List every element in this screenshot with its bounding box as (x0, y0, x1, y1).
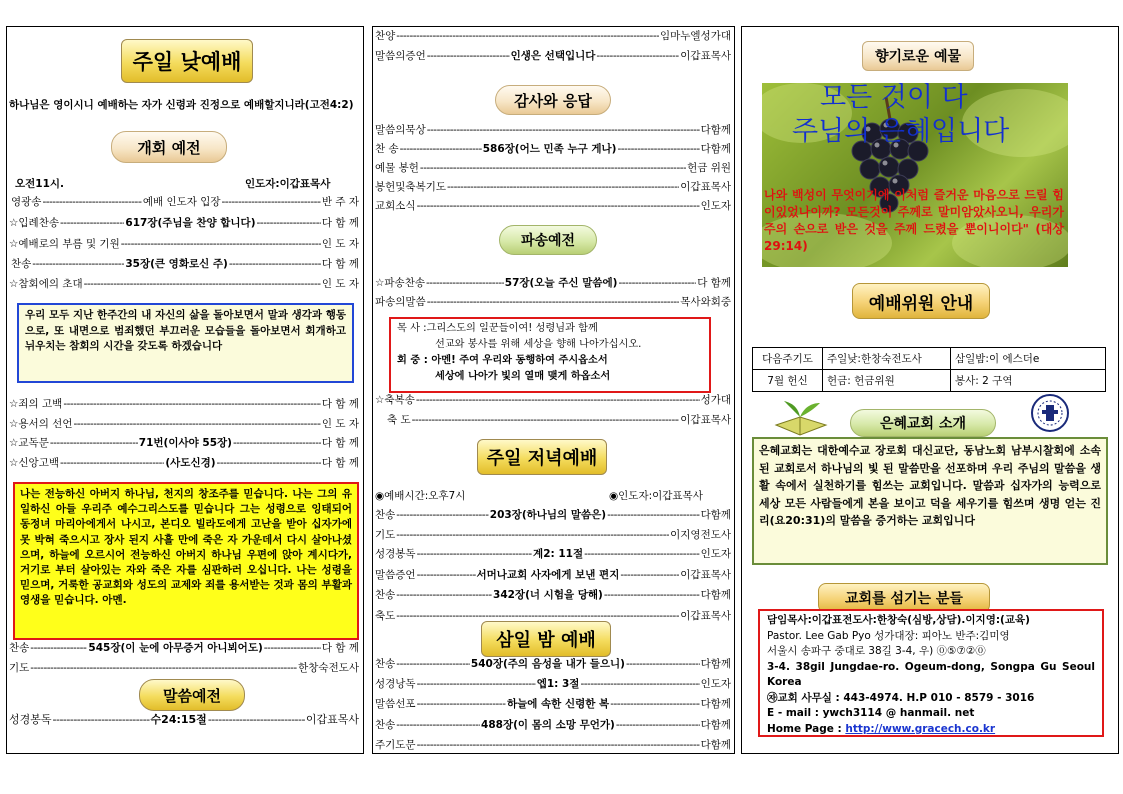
homepage-link[interactable]: http://www.gracech.co.kr (845, 722, 996, 735)
order-row: 찬 송 ----- 586장(어느 민족 누구 게나) ----- 다함께 (375, 142, 731, 156)
committee-cell: 다음주기도 (753, 348, 823, 370)
order-row: ☆축복송 ----- 성가대 (375, 393, 731, 407)
order-row: 봉헌및축복기도 ----- 이갑표목사 (375, 180, 731, 194)
committee-cell: 7월 헌신 (753, 370, 823, 392)
staff-section-title: 교회를 섬기는 분들 (818, 583, 990, 613)
order-row: ☆신앙고백 ----- (사도신경) ----- 다 함 께 (9, 456, 359, 470)
order-row: 축도 ----- 이갑표목사 (375, 609, 731, 623)
order-row: ☆입례찬송 ----- 617장(주님을 찬양 합니다) ----- 다 함 께 (9, 216, 359, 230)
order-row: 축 도 ----- 이갑표목사 (387, 413, 731, 427)
left-panel (6, 26, 364, 754)
banner-verse: 나와 백성이 무엇이기에 이처럼 즐거운 마음으로 드릴 힘이있었나이까? 모든것이 주께로 말미암았사오니, 우리가 주의 손으로 받은 것을 주께 드렸을 뿐이니이다" (대상29:14) (764, 188, 1064, 253)
offering-section-title: 향기로운 예물 (862, 41, 974, 71)
address-line: 서울시 송파구 중대로 38길 3-4, 우) ⓪⑤⑦②⓪ (767, 645, 986, 657)
order-row: 영광송 ----- 예배 인도자 입장 ----- 반 주 자 (11, 195, 359, 209)
confession-box: 우리 모두 지난 한주간의 내 자신의 삶을 돌아보면서 말과 생각과 행동으로, 또 내면으로 범죄했던 부끄러운 모습들을 돌아보면서 회개하고 뉘우치는 참회의 시간을 갖도록 하겠습니다 (17, 303, 354, 383)
wednesday-service-title: 삼일 밤 예배 (481, 621, 611, 657)
evening-service-title: 주일 저녁예배 (477, 439, 607, 475)
order-row: 찬송 ----- 540장(주의 음성을 내가 들으니) ----- 다함께 (375, 657, 731, 671)
email-line: E - mail : ywch3114 @ hanmail. net (767, 707, 975, 719)
committee-row (753, 348, 1106, 370)
order-row: 주기도문 ----- 다함께 (375, 738, 731, 752)
address-line: 3-4. 38gil Jungdae-ro. Ogeum-dong, Songpa Gu Seoul Korea (767, 660, 1095, 688)
dispatch-section-title: 파송예전 (499, 225, 597, 255)
banner-headline-2: 주님의 은혜입니다 (792, 116, 1010, 147)
evening-time: ◉예배시간:오후7시 (375, 490, 466, 502)
worship-verse: 하나님은 영이시니 예배하는 자가 신령과 진정으로 예배할지니라(고전4:2) (9, 99, 354, 111)
committee-cell: 봉사: 2 구역 (951, 370, 1106, 392)
service-time: 오전11시. (15, 178, 65, 190)
order-row: ☆교독문 ----- 71번(이사야 55장) ----- 다 함 께 (9, 436, 359, 450)
order-row: 찬송 ----- 488장(이 몸의 소망 무언가) ----- 다함께 (375, 718, 731, 732)
order-row: 찬송 ----- 203장(하나님의 말씀은) ----- 다함께 (375, 508, 731, 522)
thanks-section-title: 감사와 응답 (495, 85, 611, 115)
order-row: ☆파송찬송 ----- 57장(오늘 주신 말씀에) ----- 다 함께 (375, 276, 731, 290)
staff-contact-box (758, 609, 1104, 737)
committee-cell: 주일낮:한창숙전도사 (823, 348, 951, 370)
dispatch-pastor-line: 목 사 :그리스도의 일꾼들이여! 성령님과 함께 (397, 323, 598, 334)
church-intro-title: 은혜교회 소개 (850, 409, 996, 437)
dispatch-pastor-line: 선교와 봉사를 위해 세상을 향해 나아가십시오. (435, 339, 642, 350)
right-panel (741, 26, 1119, 754)
committee-table (752, 347, 1106, 392)
service-leader: 인도자:이갑표목사 (245, 178, 331, 190)
committee-cell: 삼일밤:이 에스더e (951, 348, 1106, 370)
order-row: ☆예배로의 부름 및 기원 ----- 인 도 자 (9, 237, 359, 251)
order-row: 파송의말씀 ----- 목사와회중 (375, 295, 731, 309)
committee-cell: 헌금: 헌금위원 (823, 370, 951, 392)
homepage-line (767, 722, 1095, 738)
order-row: 기도 ----- 이지영전도사 (375, 528, 731, 542)
evening-leader: ◉인도자:이갑표목사 (609, 490, 703, 502)
committee-row (753, 370, 1106, 392)
order-row: 찬송 ----- 545장(이 눈에 아무증거 아니뵈어도) ----- 다 함 께 (9, 641, 359, 655)
dispatch-congregation-line: 회 중 : 아멘! 주여 우리와 동행하여 주시옵소서 (397, 355, 608, 366)
order-row: 말씀증언 ----- 서머나교회 사자에게 보낸 편지 ----- 이갑표목사 (375, 568, 731, 582)
order-row: 찬송 ----- 35장(큰 영화로신 주) ----- 다 함 께 (11, 257, 359, 271)
homepage-label: Home Page : (767, 722, 846, 735)
committee-section-title: 예배위원 안내 (852, 283, 990, 319)
phone-line: ㉶교회 사무실 : 443-4974. H.P 010 - 8579 - 3016 (767, 691, 1035, 704)
staff-line: 담임목사:이갑표전도사:한창숙(심방,상담).이지영:(교육) (767, 614, 1030, 626)
opening-section-title: 개회 예전 (111, 131, 227, 163)
apostles-creed-box: 나는 전능하신 아버지 하나님, 천지의 창조주를 믿습니다. 나는 그의 유일하신 아들 우리주 예수그리스도를 믿습니다 그는 성령으로 잉태되어 동정녀 마리아에게서 나시고, 본디오 빌라도에게 고난을 받아 십자가에 못 박혀 죽으시고 장사 된지 사흘 만에 죽은 자 가운데서 다시 살아나셨으며, 하늘에 오르시어 전능하신 아버지 하나님 우편에 앉아 계시다가, 거기로 부터 살아있는 자와 죽은 자를 심판하러 오십니다. 나는 성령을 믿으며, 거룩한 공교회와 성도의 교제와 죄를 용서받는 것과 몸의 부활과 영생을 믿습니다. 아멘. (13, 482, 359, 640)
order-row: 말씀의증언 ----- 인생은 선택입니다 ----- 이갑표목사 (375, 49, 731, 63)
order-row: ☆죄의 고백 ----- 다 함 께 (9, 397, 359, 411)
book-plant-icon (770, 397, 834, 439)
grape-banner (762, 83, 1068, 267)
order-row: 교회소식 ----- 인도자 (375, 199, 731, 213)
dispatch-congregation-line: 세상에 나아가 빛의 열매 맺게 하옵소서 (435, 371, 611, 382)
staff-line: Pastor. Lee Gab Pyo 성가대장: 피아노 반주:김미영 (767, 629, 1010, 642)
banner-headline-1: 모든 것이 다 (820, 83, 968, 113)
order-row: 성경낭독 ----- 엡1: 3절 ----- 인도자 (375, 677, 731, 691)
dispatch-words-box (389, 317, 711, 393)
middle-panel (372, 26, 735, 754)
order-row: 기도 ----- 한창숙전도사 (9, 661, 359, 675)
order-row: 예물 봉헌 ----- 헌금 위원 (375, 161, 731, 175)
order-row: 찬양 ----- 임마누엘성가대 (375, 29, 731, 43)
church-seal-icon (1030, 393, 1070, 433)
order-row: 찬송 ----- 342장(너 시험을 당해) ----- 다함께 (375, 588, 731, 602)
sunday-service-title: 주일 낮예배 (121, 39, 253, 83)
order-row: ☆참회에의 초대 ----- 인 도 자 (9, 277, 359, 291)
church-intro-box: 은혜교회는 대한예수교 장로회 대신교단, 동남노회 남부시찰회에 소속된 교회로서 하나님의 빛 된 말씀만을 선포하며 우리 주님의 말씀을 생활 속에서 실천하기를 힘쓰는 교회입니다. 말씀과 십자가의 능력으로 세상 모든 사람들에게 본을 보이고 덕을 세우기를 힘쓰며 생명 얻는 진리(요20:31)의 말씀을 증거하는 교회입니다 (752, 437, 1108, 565)
order-row: ☆용서의 선언 ----- 인 도 자 (9, 417, 359, 431)
order-row: 성경봉독 ----- 수24:15절 ----- 이갑표목사 (9, 713, 359, 727)
order-row: 말씀선포 ----- 하늘에 속한 신령한 복 ----- 다함께 (375, 697, 731, 711)
order-row: 말씀의묵상 ----- 다함께 (375, 123, 731, 137)
word-section-title: 말씀예전 (139, 679, 245, 711)
order-row: 성경봉독 ----- 계2: 11절 ----- 인도자 (375, 547, 731, 561)
